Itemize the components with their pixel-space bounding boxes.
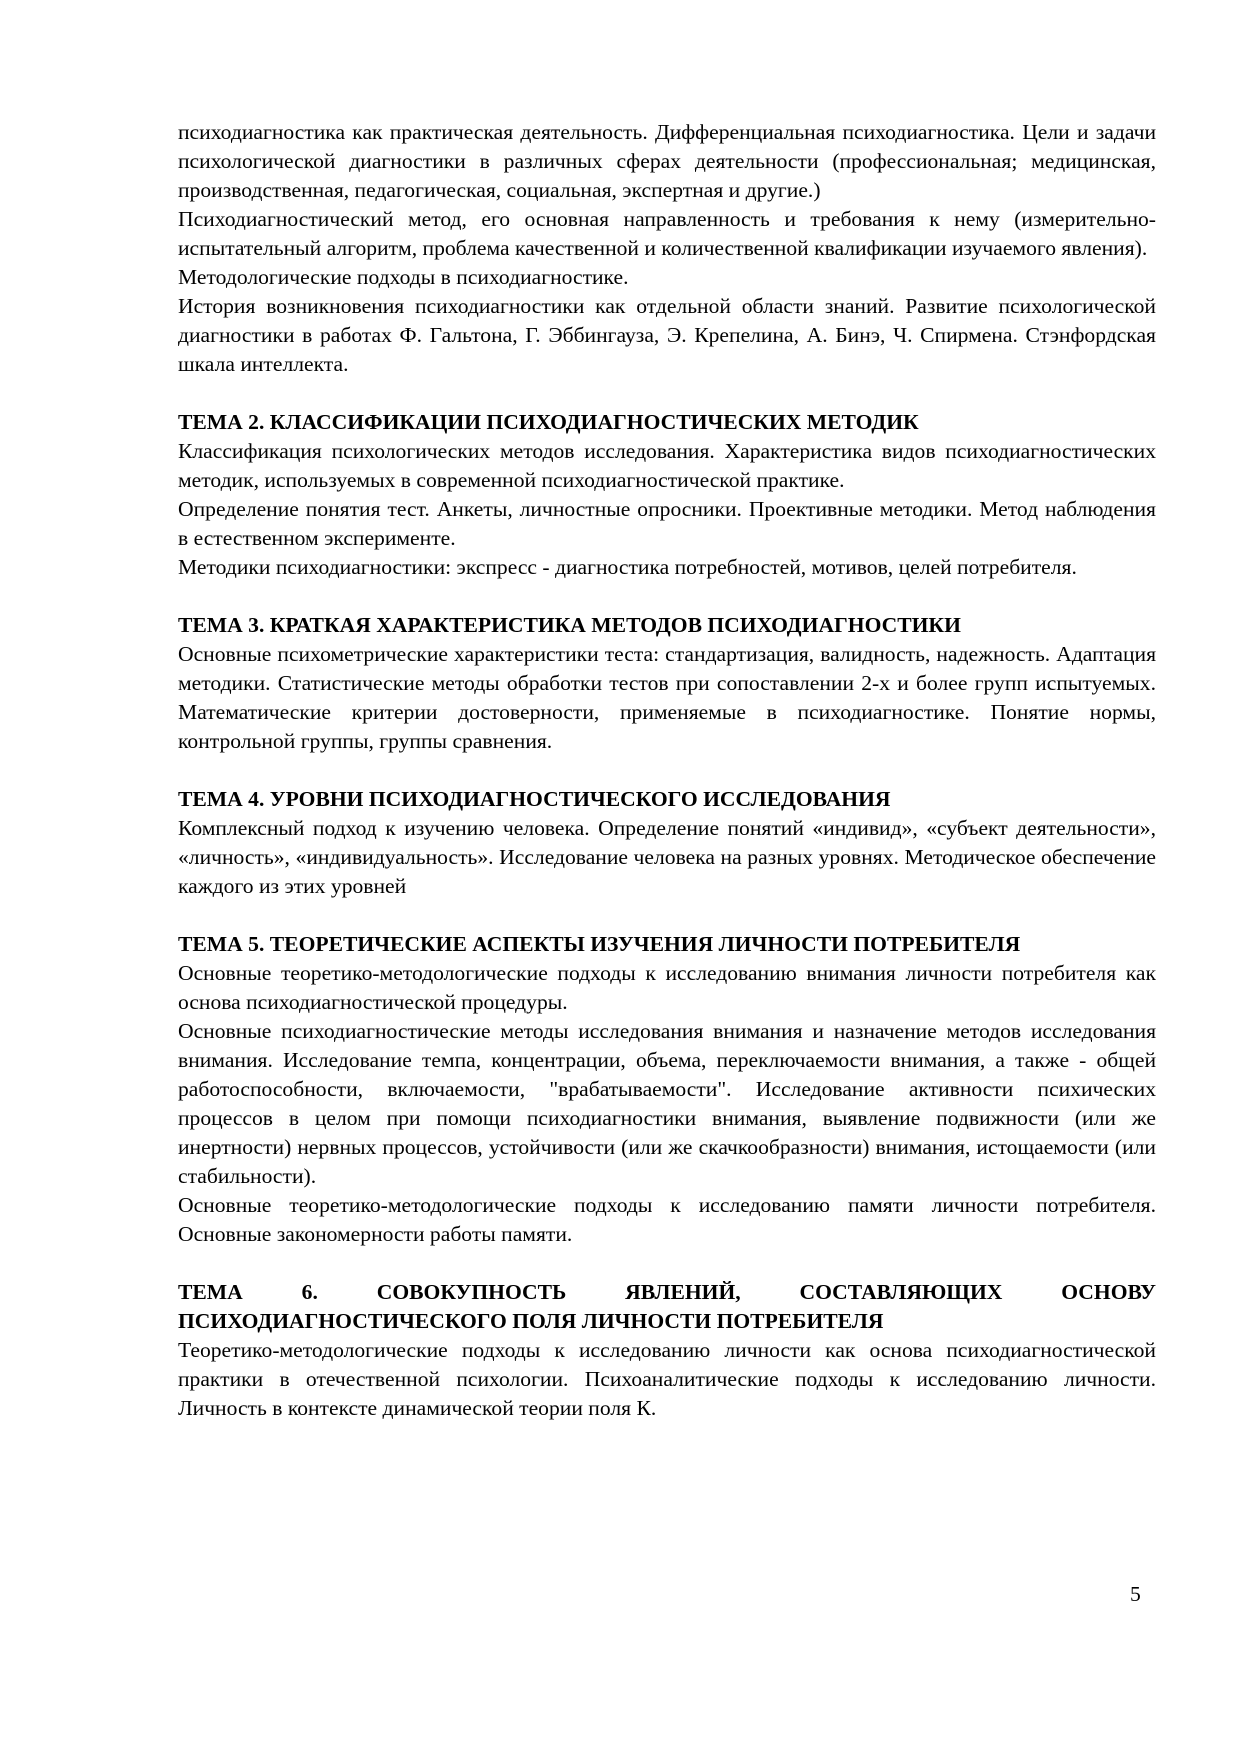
section-title: ТЕМА 5. ТЕОРЕТИЧЕСКИЕ АСПЕКТЫ ИЗУЧЕНИЯ ЛИЧНОСТИ ПОТРЕБИТЕЛЯ (178, 932, 1021, 956)
section-paragraph: Методики психодиагностики: экспресс - диагностика потребностей, мотивов, целей потребителя. (178, 555, 1077, 579)
section-title: ТЕМА 2. КЛАССИФИКАЦИИ ПСИХОДИАГНОСТИЧЕСКИХ МЕТОДИК (178, 410, 919, 434)
section-topic-4 (178, 785, 1156, 901)
section-paragraph: Комплексный подход к изучению человека. Определение понятий «индивид», «субъект деятельности», «личность», «индивидуальность». Исследование человека на разных уровнях. Методическое обеспечение каждого из этих уровней (178, 816, 1156, 898)
section-paragraph: Основные психометрические характеристики теста: стандартизация, валидность, надежность. Адаптация методики. Статистические методы обработки тестов при сопоставлении 2-х и более групп испытуемых. Математические критерии достоверности, применяемые в психодиагностике. Понятие нормы, контрольной группы, группы сравнения. (178, 642, 1156, 753)
section-paragraph: Теоретико-методологические подходы к исследованию личности как основа психодиагностической практики в отечественной психологии. Психоаналитические подходы к исследованию личности. Личность в контексте динамической теории поля К. (178, 1338, 1156, 1420)
section-topic-6 (178, 1278, 1156, 1423)
section-paragraph: Основные теоретико-методологические подходы к исследованию памяти личности потребителя. Основные закономерности работы памяти. (178, 1193, 1156, 1246)
section-title: ТЕМА 4. УРОВНИ ПСИХОДИАГНОСТИЧЕСКОГО ИССЛЕДОВАНИЯ (178, 787, 891, 811)
intro-block (178, 118, 1156, 379)
section-paragraph: Определение понятия тест. Анкеты, личностные опросники. Проективные методики. Метод наблюдения в естественном эксперименте. (178, 497, 1156, 550)
section-paragraph: Основные психодиагностические методы исследования внимания и назначение методов исследования внимания. Исследование темпа, концентрации, объема, переключаемости внимания, а также - общей работоспособности, включаемости, "врабатываемости". Исследование активности психических процессов в целом при помощи психодиагностики внимания, выявление подвижности (или же инертности) нервных процессов, устойчивости (или же скачкообразности) внимания, истощаемости (или стабильности). (178, 1019, 1156, 1188)
section-paragraph: Основные теоретико-методологические подходы к исследованию внимания личности потребителя как основа психодиагностической процедуры. (178, 961, 1156, 1014)
intro-paragraph-4: История возникновения психодиагностики как отдельной области знаний. Развитие психологической диагностики в работах Ф. Гальтона, Г. Эббингауза, Э. Крепелина, А. Бинэ, Ч. Спирмена. Стэнфордская шкала интеллекта. (178, 294, 1156, 376)
section-paragraph: Классификация психологических методов исследования. Характеристика видов психодиагностических методик, используемых в современной психодиагностической практике. (178, 439, 1156, 492)
section-title: ТЕМА 3. КРАТКАЯ ХАРАКТЕРИСТИКА МЕТОДОВ ПСИХОДИАГНОСТИКИ (178, 613, 961, 637)
section-topic-3 (178, 611, 1156, 756)
page-number: 5 (1130, 1582, 1141, 1606)
section-topic-5 (178, 930, 1156, 1249)
document-page (178, 118, 1156, 1423)
intro-paragraph-3: Методологические подходы в психодиагностике. (178, 265, 629, 289)
intro-paragraph-2: Психодиагностический метод, его основная направленность и требования к нему (измерительно-испытательный алгоритм, проблема качественной и количественной квалификации изучаемого явления). (178, 207, 1156, 260)
section-topic-2 (178, 408, 1156, 582)
section-title: ТЕМА 6. СОВОКУПНОСТЬ ЯВЛЕНИЙ, СОСТАВЛЯЮЩИХ ОСНОВУ ПСИХОДИАГНОСТИЧЕСКОГО ПОЛЯ ЛИЧНОСТИ ПОТРЕБИТЕЛЯ (178, 1280, 1156, 1333)
intro-paragraph-1: психодиагностика как практическая деятельность. Дифференциальная психодиагностика. Цели и задачи психологической диагностики в различных сферах деятельности (профессиональная; медицинская, производственная, педагогическая, социальная, экспертная и другие.) (178, 120, 1156, 202)
